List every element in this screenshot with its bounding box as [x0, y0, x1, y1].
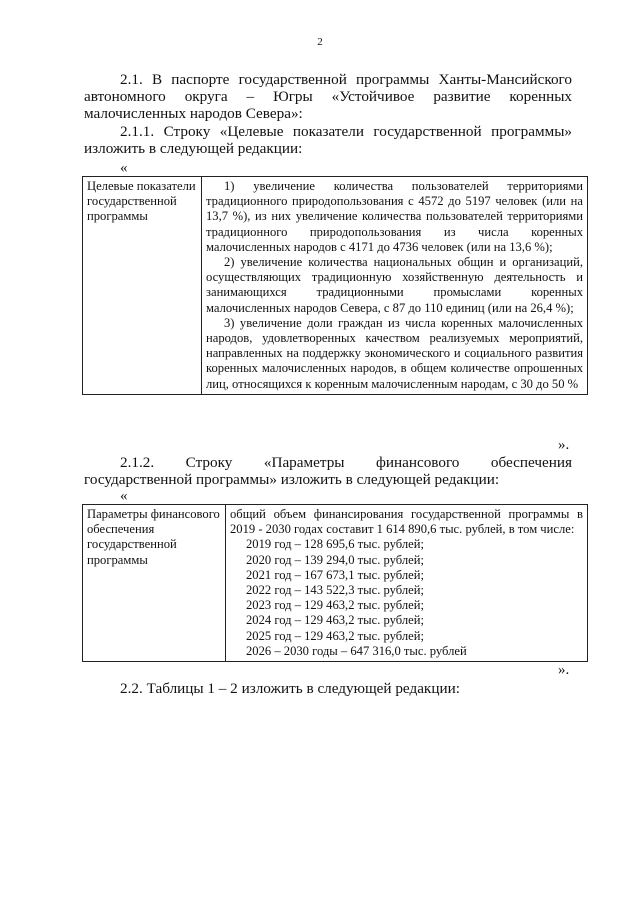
financing-year-2019: 2019 год – 128 695,6 тыс. рублей; — [246, 537, 424, 552]
indicator-item-2: 2) увеличение количества национальных общин и организаций, осуществляющих традиционную хозяйственную деятельность и занимающихся традиционными промыслами коренных малочисленных народов Севера, с 87 до 110 единиц (или на 26,4 %); — [206, 255, 583, 315]
section-2-1-paragraph: 2.1. В паспорте государственной программы Ханты-Мансийского автономного округа – Югры «Устойчивое развитие коренных малочисленных народов Севера»: — [84, 71, 572, 122]
opening-quote-2: « — [120, 488, 128, 504]
financing-year-2024: 2024 год – 129 463,2 тыс. рублей; — [246, 613, 424, 628]
financing-year-2020: 2020 год – 139 294,0 тыс. рублей; — [246, 552, 424, 567]
financing-parameters-label: Параметры финансового обеспечения государственной программы — [87, 507, 220, 567]
opening-quote-1: « — [120, 160, 128, 176]
financing-intro: общий объем финансирования государственной программы в 2019 - 2030 годах составит 1 614 890,6 тыс. рублей, в том числе: — [230, 507, 583, 537]
financing-year-2021: 2021 год – 167 673,1 тыс. рублей; — [246, 567, 424, 582]
indicator-item-3: 3) увеличение доли граждан из числа коренных малочисленных народов, удовлетворенных качеством реализуемых мероприятий, направленных на поддержку экономического и социального развития коренных малочисленных народов, в общем количестве опрошенных лиц, относящихся к коренным малочисленным народам, с 30 до 50 % — [206, 315, 583, 391]
table-label-cell — [83, 505, 226, 662]
page-number: 2 — [317, 36, 323, 48]
section-2-1-1-paragraph: 2.1.1. Строку «Целевые показатели государственной программы» изложить в следующей редакции: — [84, 123, 572, 157]
target-indicators-label: Целевые показатели государственной программы — [87, 179, 196, 224]
target-indicators-table — [82, 176, 588, 395]
financing-year-2022: 2022 год – 143 522,3 тыс. рублей; — [246, 583, 424, 598]
table-label-cell — [83, 177, 202, 395]
financing-year-2025: 2025 год – 129 463,2 тыс. рублей; — [246, 628, 424, 643]
section-2-1-2-paragraph: 2.1.2. Строку «Параметры финансового обеспечения государственной программы» изложить в следующей редакции: — [84, 454, 572, 488]
table-row — [83, 505, 588, 662]
table-value-cell — [202, 177, 588, 395]
closing-quote-2: ». — [558, 662, 570, 678]
table-row — [83, 177, 588, 395]
table-value-cell — [226, 505, 588, 662]
financing-year-2023: 2023 год – 129 463,2 тыс. рублей; — [246, 598, 424, 613]
closing-quote-1: ». — [558, 437, 570, 453]
financing-years-2026-2030: 2026 – 2030 годы – 647 316,0 тыс. рублей — [246, 643, 467, 658]
indicator-item-1: 1) увеличение количества пользователей территориями традиционного природопользования с 4572 до 5197 человек (или на 13,7 %), из них увеличение количества пользователей территориями традиционного природопользования из числа коренных малочисленных народов с 4171 до 4736 человек (или на 13,6 %); — [206, 179, 583, 254]
financing-parameters-table — [82, 504, 588, 662]
section-2-2-paragraph: 2.2. Таблицы 1 – 2 изложить в следующей редакции: — [120, 680, 460, 697]
